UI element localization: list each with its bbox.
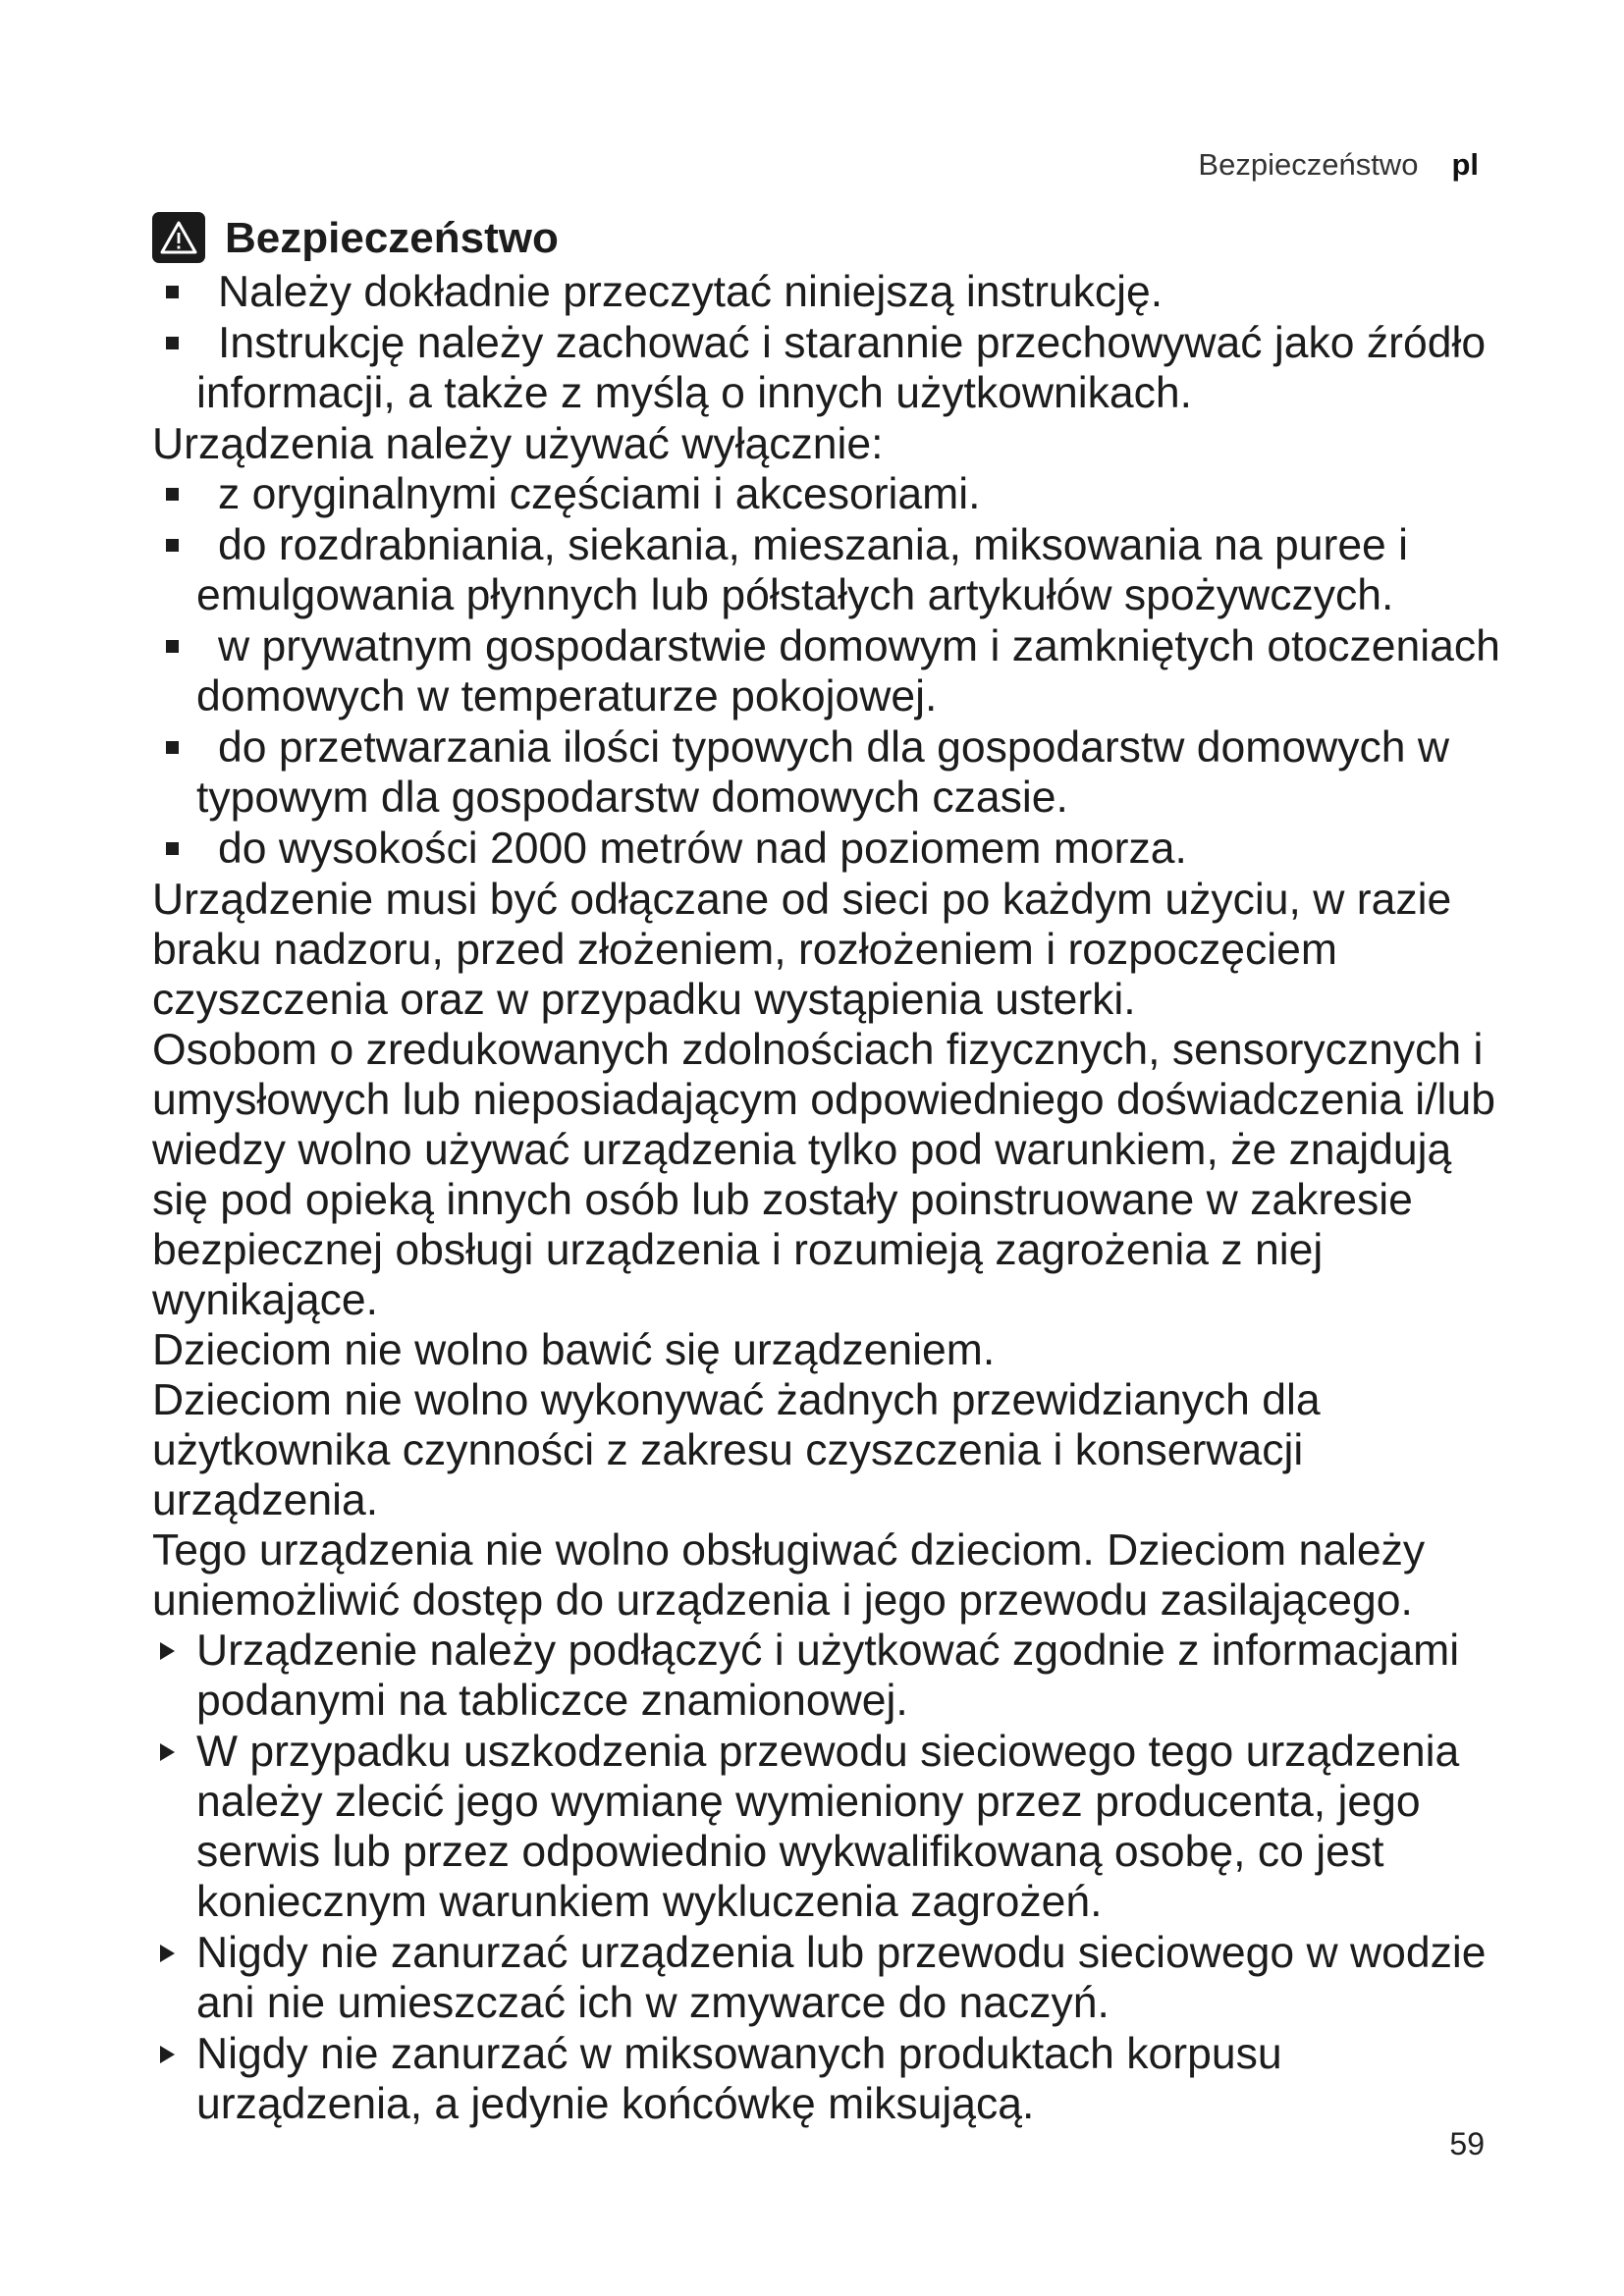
paragraph: Dzieciom nie wolno wykonywać żadnych przewidzianych dla użytkownika czynności z zakresu czyszczenia i konserwacji urządzenia. bbox=[152, 1376, 1321, 1524]
paragraph: Dzieciom nie wolno bawić się urządzeniem. bbox=[152, 1326, 996, 1374]
intro-list bbox=[152, 267, 1512, 418]
page-number: 59 bbox=[1449, 2126, 1485, 2162]
list-item: Nigdy nie zanurzać w miksowanych produktach korpusu urządzenia, a jedynie końcówkę miksującą. bbox=[152, 2029, 1512, 2129]
paragraph: Urządzenie musi być odłączane od sieci po każdym użyciu, w razie braku nadzoru, przed złożeniem, rozłożeniem i rozpoczęciem czyszczenia oraz w przypadku wystąpienia usterki. bbox=[152, 876, 1452, 1024]
list-item: Instrukcję należy zachować i starannie przechowywać jako źródło informacji, a także z myślą o innych użytkownikach. bbox=[152, 318, 1512, 418]
warning-triangle-icon bbox=[152, 212, 205, 263]
list-item: do rozdrabniania, siekania, mieszania, miksowania na puree i emulgowania płynnych lub półstałych artykułów spożywczych. bbox=[152, 520, 1512, 620]
section-title bbox=[152, 208, 1512, 267]
list-item: Urządzenie należy podłączyć i użytkować zgodnie z informacjami podanymi na tabliczce znamionowej. bbox=[152, 1626, 1512, 1726]
list-item: Należy dokładnie przeczytać niniejszą instrukcję. bbox=[152, 267, 1512, 317]
usage-heading: Urządzenia należy używać wyłącznie: bbox=[152, 420, 884, 468]
list-item: Nigdy nie zanurzać urządzenia lub przewodu sieciowego w wodzie ani nie umieszczać ich w zmywarce do naczyń. bbox=[152, 1928, 1512, 2028]
list-item: do wysokości 2000 metrów nad poziomem morza. bbox=[152, 824, 1512, 874]
header-language: pl bbox=[1451, 147, 1479, 182]
paragraph: Osobom o zredukowanych zdolnościach fizycznych, sensorycznych i umysłowych lub nieposiadającym odpowiedniego doświadczenia i/lub wiedzy wolno używać urządzenia tylko pod warunkiem, że znajdują się pod opieką innych osób lub zostały poinstruowane w zakresie bezpiecznej obsługi urządzenia i rozumieją zagrożenia z niej wynikające. bbox=[152, 1026, 1495, 1324]
list-item: w prywatnym gospodarstwie domowym i zamkniętych otoczeniach domowych w temperaturze pokojowej. bbox=[152, 621, 1512, 721]
section-title-text: Bezpieczeństwo bbox=[225, 213, 559, 262]
instruction-list bbox=[152, 1626, 1512, 2129]
list-item: W przypadku uszkodzenia przewodu sieciowego tego urządzenia należy zlecić jego wymianę wymieniony przez producenta, jego serwis lub przez odpowiednio wykwalifikowaną osobę, co jest koniecznym warunkiem wykluczenia zagrożeń. bbox=[152, 1727, 1512, 1927]
usage-list bbox=[152, 469, 1512, 874]
header-section: Bezpieczeństwo bbox=[1198, 147, 1419, 182]
running-header bbox=[1198, 147, 1479, 183]
paragraph: Tego urządzenia nie wolno obsługiwać dzieciom. Dzieciom należy uniemożliwić dostęp do urządzenia i jego przewodu zasilającego. bbox=[152, 1526, 1426, 1625]
list-item: z oryginalnymi częściami i akcesoriami. bbox=[152, 469, 1512, 519]
list-item: do przetwarzania ilości typowych dla gospodarstw domowych w typowym dla gospodarstw domowych czasie. bbox=[152, 722, 1512, 823]
page-content bbox=[152, 208, 1512, 2130]
